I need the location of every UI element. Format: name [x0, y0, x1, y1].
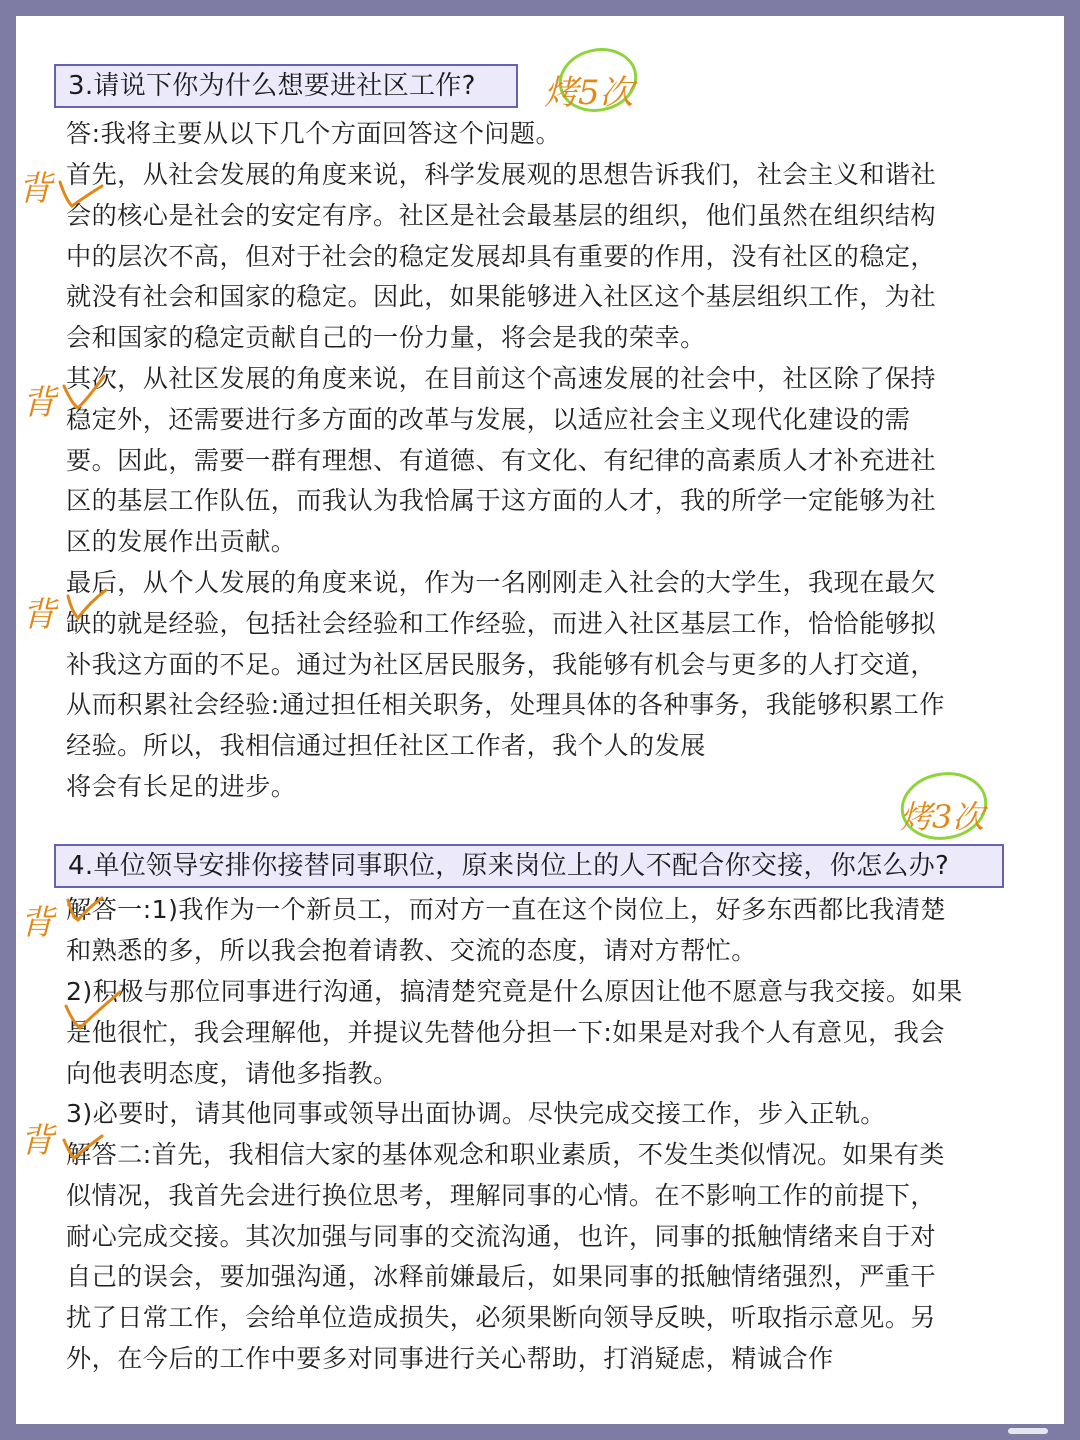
recite-mark-text: 背: [20, 1121, 54, 1161]
q3-paragraph-2: [66, 359, 1056, 563]
recite-mark-text: 背: [20, 903, 54, 943]
checkmark-only: [60, 984, 130, 1044]
text-line: 首先，从社会发展的角度来说，科学发展观的思想告诉我们，社会主义和谐社: [66, 160, 936, 189]
text-line: 解答二:首先，我相信大家的基体观念和职业素质，不发生类似情况。如果有类: [66, 1140, 945, 1169]
recite-mark: [16, 156, 106, 226]
count-annotation-q3: [536, 34, 676, 118]
text-line: 最后，从个人发展的角度来说，作为一名刚刚走入社会的大学生，我现在最欠: [66, 568, 936, 597]
q3-paragraph-1: [66, 155, 1056, 359]
text-line: 其次，从社区发展的角度来说，在目前这个高速发展的社会中，社区除了保持: [66, 364, 936, 393]
text-line: 解答一:1)我作为一个新员工，而对方一直在这个岗位上，好多东西都比我清楚: [66, 895, 946, 924]
text-line: 缺的就是经验，包括社会经验和工作经验，而进入社区基层工作，恰恰能够拟: [66, 608, 936, 638]
q4-answer-1-part-3: [66, 1094, 1056, 1135]
document-page: [16, 16, 1064, 1424]
checkmark-icon: [64, 1136, 102, 1158]
text-line: 自己的误会，要加强沟通，冰释前嫌最后，如果同事的抵触情绪强烈，严重干: [66, 1262, 936, 1292]
text-line: 外，在今后的工作中要多对同事进行关心帮助，打消疑虑，精诚合作: [66, 1343, 834, 1373]
text-line: 从而积累社会经验:通过担任相关职务，处理具体的各种事务，我能够积累工作: [66, 690, 945, 720]
checkmark-icon: [68, 898, 102, 920]
count-text: 烤3次: [900, 798, 985, 836]
text-line: 耐心完成交接。其次加强与同事的交流沟通，也许，同事的抵触情绪来自于对: [66, 1221, 936, 1251]
text-line: 扰了日常工作，会给单位造成损失，必须果断向领导反映，听取指示意见。另: [66, 1303, 936, 1333]
text-line: 和熟悉的多，所以我会抱着请教、交流的态度，请对方帮忙。: [66, 935, 757, 965]
text-line: 要。因此，需要一群有理想、有道德、有文化、有纪律的高素质人才补充进社: [66, 445, 936, 475]
text-line: 3)必要时，请其他同事或领导出面协调。尽快完成交接工作，步入正轨。: [66, 1099, 886, 1128]
recite-mark: [18, 1104, 108, 1174]
q4-answer-1-part-2: [66, 972, 1056, 1094]
recite-mark-text: 背: [22, 595, 56, 635]
text-line: 区的基层工作队伍，而我认为我恰属于这方面的人才，我的所学一定能够为社: [66, 486, 936, 516]
text-line: 2)积极与那位同事进行沟通，搞清楚究竟是什么原因让他不愿意与我交接。如果: [66, 977, 963, 1006]
text-line: 中的层次不高，但对于社会的稳定发展却具有重要的作用，没有社区的稳定，: [66, 241, 936, 271]
recite-mark: [16, 892, 106, 962]
text-line: 是他很忙，我会理解他，并提议先替他分担一下:如果是对我个人有意见，我会: [66, 1017, 945, 1047]
text-line: 会和国家的稳定贡献自己的一份力量，将会是我的荣幸。: [66, 323, 706, 353]
question-3-title: 3.请说下你为什么想要进社区工作?: [54, 64, 518, 108]
recite-mark: [20, 364, 110, 434]
checkmark-icon: [64, 376, 104, 408]
q4-answer-2: [66, 1135, 1056, 1380]
recite-mark-text: 背: [22, 383, 56, 423]
text-line: 就没有社会和国家的稳定。因此，如果能够进入社区这个基层组织工作，为社: [66, 282, 936, 312]
checkmark-icon: [66, 992, 120, 1028]
text-line: 补我这方面的不足。通过为社区居民服务，我能够有机会与更多的人打交道，: [66, 649, 936, 679]
text-line: 经验。所以，我相信通过担任社区工作者，我个人的发展: [66, 731, 706, 761]
checkmark-icon: [68, 590, 106, 618]
count-text: 烤5次: [544, 73, 634, 113]
text-line: 稳定外，还需要进行多方面的改革与发展，以适应社会主义现代化建设的需: [66, 404, 911, 434]
page-indicator: [1008, 1428, 1048, 1434]
recite-mark: [20, 572, 110, 642]
text-line: 向他表明态度，请他多指教。: [66, 1058, 399, 1088]
q4-answer-1-part-1: [66, 890, 1056, 972]
text-line: 区的发展作出贡献。: [66, 527, 297, 557]
text-line: 会的核心是社会的安定有序。社区是社会最基层的组织，他们虽然在组织结构: [66, 200, 936, 230]
text-line: 将会有长足的进步。: [66, 771, 297, 801]
checkmark-icon: [60, 182, 102, 206]
text-line: 答:我将主要从以下几个方面回答这个问题。: [66, 119, 562, 148]
text-line: 似情况，我首先会进行换位思考，理解同事的心情。在不影响工作的前提下，: [66, 1180, 936, 1210]
recite-mark-text: 背: [18, 169, 52, 209]
question-4-title: 4.单位领导安排你接替同事职位，原来岗位上的人不配合你交接，你怎么办?: [54, 844, 1004, 888]
count-annotation-q4: [886, 762, 1036, 848]
q3-intro: [66, 114, 1056, 155]
